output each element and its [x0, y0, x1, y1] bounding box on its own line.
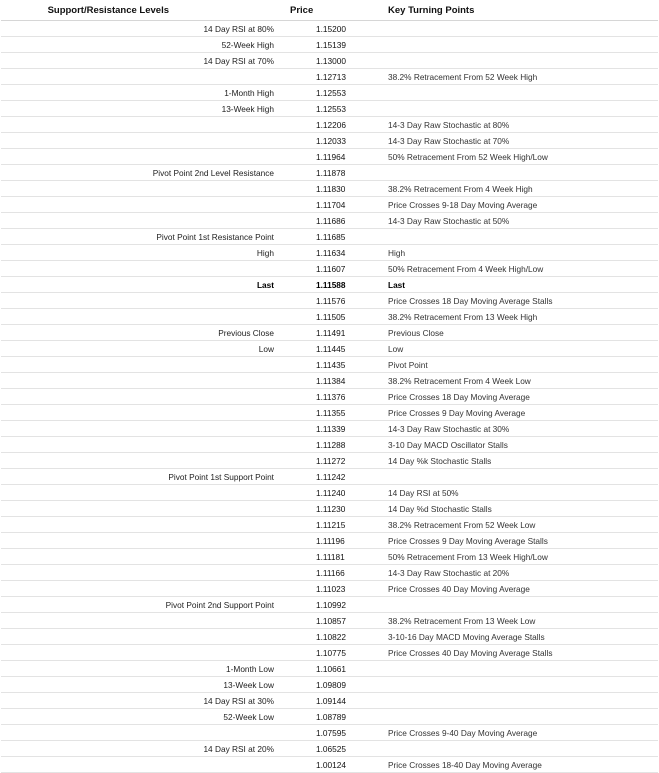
row-price-cell: 1.11355 [280, 405, 346, 421]
row-price-cell: 1.12553 [280, 85, 346, 101]
table-row [1, 645, 658, 661]
table-row [1, 133, 658, 149]
row-price-cell: 1.11230 [280, 501, 346, 517]
row-price-cell: 1.10992 [280, 597, 346, 613]
header-row [1, 0, 658, 21]
row-level-cell [1, 437, 280, 453]
row-price-cell: 1.07595 [280, 725, 346, 741]
row-level-cell: Previous Close [1, 325, 280, 341]
row-price-cell: 1.11576 [280, 293, 346, 309]
table-row [1, 437, 658, 453]
table-row [1, 597, 658, 613]
row-level-cell: High [1, 245, 280, 261]
row-price-cell: 1.12713 [280, 69, 346, 85]
row-level-cell [1, 581, 280, 597]
row-price-cell: 1.11634 [280, 245, 346, 261]
table-row [1, 661, 658, 677]
row-key-turning-point-cell: 38.2% Retracement From 52 Week High [346, 69, 658, 85]
row-price-cell: 1.11384 [280, 373, 346, 389]
row-price-cell: 1.11491 [280, 325, 346, 341]
row-key-turning-point-cell [346, 709, 658, 725]
row-level-cell [1, 485, 280, 501]
row-key-turning-point-cell [346, 741, 658, 757]
row-price-cell: 1.06525 [280, 741, 346, 757]
row-level-cell [1, 613, 280, 629]
row-level-cell [1, 309, 280, 325]
row-key-turning-point-cell: Price Crosses 9-18 Day Moving Average [346, 197, 658, 213]
row-price-cell: 1.11376 [280, 389, 346, 405]
row-level-cell: 13-Week Low [1, 677, 280, 693]
row-key-turning-point-cell: 14 Day RSI at 50% [346, 485, 658, 501]
row-level-cell: 14 Day RSI at 80% [1, 21, 280, 37]
table-row [1, 69, 658, 85]
row-level-cell: Last [1, 277, 280, 293]
row-key-turning-point-cell: 38.2% Retracement From 13 Week Low [346, 613, 658, 629]
row-price-cell: 1.11240 [280, 485, 346, 501]
row-level-cell: Pivot Point 1st Resistance Point [1, 229, 280, 245]
table-row [1, 85, 658, 101]
row-key-turning-point-cell: Last [346, 277, 658, 293]
row-price-cell: 1.10775 [280, 645, 346, 661]
row-level-cell [1, 197, 280, 213]
row-price-cell: 1.10857 [280, 613, 346, 629]
row-price-cell: 1.11166 [280, 565, 346, 581]
table-row [1, 197, 658, 213]
table-row [1, 549, 658, 565]
row-price-cell: 1.15139 [280, 37, 346, 53]
table-row [1, 165, 658, 181]
row-key-turning-point-cell [346, 677, 658, 693]
row-level-cell: 14 Day RSI at 30% [1, 693, 280, 709]
table-row [1, 389, 658, 405]
row-price-cell: 1.00124 [280, 757, 346, 773]
table-row [1, 245, 658, 261]
table-row [1, 677, 658, 693]
row-level-cell [1, 293, 280, 309]
row-level-cell [1, 565, 280, 581]
row-key-turning-point-cell [346, 661, 658, 677]
table-row [1, 325, 658, 341]
row-price-cell: 1.11505 [280, 309, 346, 325]
row-key-turning-point-cell: Price Crosses 18-40 Day Moving Average [346, 757, 658, 773]
row-key-turning-point-cell [346, 101, 658, 117]
row-key-turning-point-cell: Price Crosses 18 Day Moving Average Stalls [346, 293, 658, 309]
row-key-turning-point-cell: Price Crosses 9 Day Moving Average [346, 405, 658, 421]
table-row [1, 533, 658, 549]
row-price-cell: 1.12206 [280, 117, 346, 133]
row-level-cell [1, 549, 280, 565]
table-row [1, 693, 658, 709]
table-header [1, 0, 658, 21]
table-row [1, 261, 658, 277]
row-key-turning-point-cell: 50% Retracement From 52 Week High/Low [346, 149, 658, 165]
row-level-cell [1, 389, 280, 405]
table-row [1, 421, 658, 437]
row-price-cell: 1.11964 [280, 149, 346, 165]
row-key-turning-point-cell: Price Crosses 40 Day Moving Average [346, 581, 658, 597]
row-level-cell [1, 405, 280, 421]
row-key-turning-point-cell: Price Crosses 9 Day Moving Average Stalls [346, 533, 658, 549]
row-price-cell: 1.11023 [280, 581, 346, 597]
row-key-turning-point-cell [346, 597, 658, 613]
table-row [1, 101, 658, 117]
row-price-cell: 1.11588 [280, 277, 346, 293]
row-key-turning-point-cell: 3-10 Day MACD Oscillator Stalls [346, 437, 658, 453]
row-key-turning-point-cell [346, 85, 658, 101]
row-level-cell: Pivot Point 2nd Level Resistance [1, 165, 280, 181]
table-row [1, 373, 658, 389]
row-price-cell: 1.09809 [280, 677, 346, 693]
table-row [1, 181, 658, 197]
row-key-turning-point-cell: 38.2% Retracement From 52 Week Low [346, 517, 658, 533]
row-key-turning-point-cell: 14-3 Day Raw Stochastic at 20% [346, 565, 658, 581]
row-price-cell: 1.11242 [280, 469, 346, 485]
table-body [1, 21, 658, 773]
row-key-turning-point-cell: Pivot Point [346, 357, 658, 373]
row-price-cell: 1.13000 [280, 53, 346, 69]
table-row [1, 581, 658, 597]
row-level-cell [1, 181, 280, 197]
row-key-turning-point-cell: 38.2% Retracement From 13 Week High [346, 309, 658, 325]
table-row [1, 341, 658, 357]
row-price-cell: 1.12033 [280, 133, 346, 149]
row-level-cell: 13-Week High [1, 101, 280, 117]
row-price-cell: 1.09144 [280, 693, 346, 709]
table-row [1, 709, 658, 725]
row-price-cell: 1.11830 [280, 181, 346, 197]
row-price-cell: 1.10822 [280, 629, 346, 645]
row-key-turning-point-cell: Price Crosses 18 Day Moving Average [346, 389, 658, 405]
row-level-cell: 52-Week Low [1, 709, 280, 725]
row-price-cell: 1.11445 [280, 341, 346, 357]
row-level-cell: 1-Month High [1, 85, 280, 101]
table-row [1, 629, 658, 645]
table-row [1, 309, 658, 325]
row-key-turning-point-cell [346, 37, 658, 53]
row-price-cell: 1.11685 [280, 229, 346, 245]
row-key-turning-point-cell: 14-3 Day Raw Stochastic at 30% [346, 421, 658, 437]
table-row [1, 357, 658, 373]
row-level-cell [1, 757, 280, 773]
row-level-cell [1, 373, 280, 389]
row-price-cell: 1.11181 [280, 549, 346, 565]
row-price-cell: 1.11607 [280, 261, 346, 277]
table-row [1, 741, 658, 757]
row-key-turning-point-cell: 14-3 Day Raw Stochastic at 70% [346, 133, 658, 149]
row-key-turning-point-cell: 50% Retracement From 4 Week High/Low [346, 261, 658, 277]
table-row [1, 277, 658, 293]
row-key-turning-point-cell: 38.2% Retracement From 4 Week Low [346, 373, 658, 389]
row-key-turning-point-cell: 14-3 Day Raw Stochastic at 80% [346, 117, 658, 133]
header-price: Price [280, 0, 346, 21]
row-price-cell: 1.11704 [280, 197, 346, 213]
row-key-turning-point-cell: Previous Close [346, 325, 658, 341]
row-price-cell: 1.11435 [280, 357, 346, 373]
row-key-turning-point-cell: Low [346, 341, 658, 357]
table-row [1, 405, 658, 421]
table-row [1, 613, 658, 629]
row-key-turning-point-cell [346, 165, 658, 181]
row-level-cell: Pivot Point 1st Support Point [1, 469, 280, 485]
row-level-cell [1, 453, 280, 469]
table-row [1, 469, 658, 485]
row-level-cell [1, 629, 280, 645]
header-key-turning-points: Key Turning Points [346, 0, 658, 21]
row-level-cell [1, 645, 280, 661]
row-price-cell: 1.12553 [280, 101, 346, 117]
row-key-turning-point-cell: 50% Retracement From 13 Week High/Low [346, 549, 658, 565]
table-row [1, 517, 658, 533]
table-row [1, 293, 658, 309]
table-row [1, 501, 658, 517]
table-row [1, 565, 658, 581]
row-price-cell: 1.11288 [280, 437, 346, 453]
table-row [1, 117, 658, 133]
row-key-turning-point-cell: 38.2% Retracement From 4 Week High [346, 181, 658, 197]
table-row [1, 453, 658, 469]
row-key-turning-point-cell: 14 Day %d Stochastic Stalls [346, 501, 658, 517]
row-price-cell: 1.11196 [280, 533, 346, 549]
row-key-turning-point-cell [346, 693, 658, 709]
row-level-cell [1, 149, 280, 165]
row-level-cell: 1-Month Low [1, 661, 280, 677]
row-level-cell: 14 Day RSI at 70% [1, 53, 280, 69]
table-row [1, 21, 658, 37]
row-price-cell: 1.11686 [280, 213, 346, 229]
support-resistance-table [1, 0, 658, 773]
row-key-turning-point-cell: Price Crosses 40 Day Moving Average Stalls [346, 645, 658, 661]
table-row [1, 485, 658, 501]
row-price-cell: 1.11339 [280, 421, 346, 437]
row-level-cell [1, 117, 280, 133]
table-row [1, 725, 658, 741]
table-row [1, 757, 658, 773]
row-level-cell [1, 533, 280, 549]
row-key-turning-point-cell [346, 21, 658, 37]
row-key-turning-point-cell: High [346, 245, 658, 261]
row-key-turning-point-cell: 14-3 Day Raw Stochastic at 50% [346, 213, 658, 229]
row-level-cell [1, 261, 280, 277]
row-key-turning-point-cell: 14 Day %k Stochastic Stalls [346, 453, 658, 469]
row-price-cell: 1.11272 [280, 453, 346, 469]
row-key-turning-point-cell [346, 229, 658, 245]
row-price-cell: 1.15200 [280, 21, 346, 37]
row-level-cell [1, 357, 280, 373]
row-key-turning-point-cell [346, 53, 658, 69]
row-price-cell: 1.08789 [280, 709, 346, 725]
row-level-cell [1, 213, 280, 229]
row-level-cell: Pivot Point 2nd Support Point [1, 597, 280, 613]
row-level-cell [1, 725, 280, 741]
table-row [1, 53, 658, 69]
row-level-cell [1, 421, 280, 437]
header-support-resistance-levels: Support/Resistance Levels [1, 0, 280, 21]
row-price-cell: 1.11215 [280, 517, 346, 533]
table-row [1, 149, 658, 165]
row-level-cell: Low [1, 341, 280, 357]
row-level-cell: 52-Week High [1, 37, 280, 53]
row-price-cell: 1.10661 [280, 661, 346, 677]
table-row [1, 229, 658, 245]
row-level-cell [1, 517, 280, 533]
row-level-cell [1, 501, 280, 517]
row-key-turning-point-cell: Price Crosses 9-40 Day Moving Average [346, 725, 658, 741]
row-price-cell: 1.11878 [280, 165, 346, 181]
row-key-turning-point-cell: 3-10-16 Day MACD Moving Average Stalls [346, 629, 658, 645]
row-level-cell [1, 133, 280, 149]
row-key-turning-point-cell [346, 469, 658, 485]
table-row [1, 213, 658, 229]
row-level-cell [1, 69, 280, 85]
row-level-cell: 14 Day RSI at 20% [1, 741, 280, 757]
table-row [1, 37, 658, 53]
